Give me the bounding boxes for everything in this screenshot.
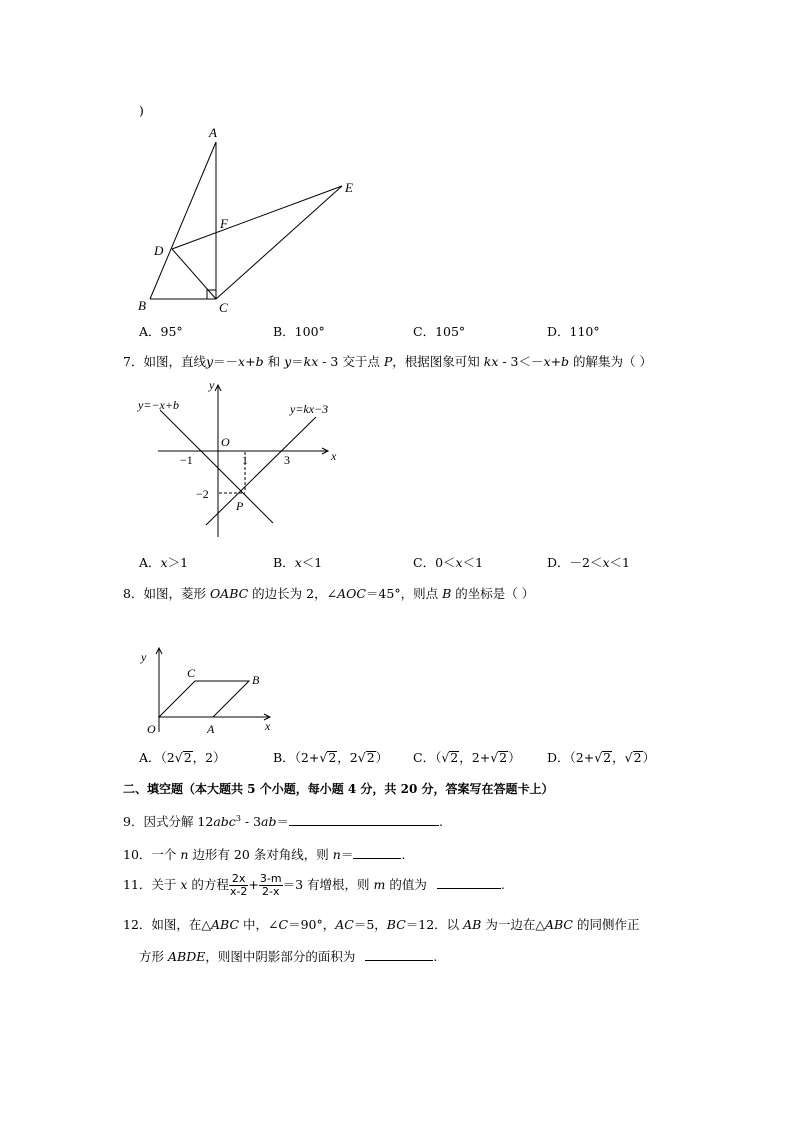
q8-option-b: B．（2+√2，2√2） [273,750,389,765]
q8-option-a: A．（2√2，2） [139,750,226,765]
q7-option-a: A．x＞1 [139,555,189,570]
tick-neg1: −1 [180,453,193,467]
q6-option-a: A．95° [139,324,183,339]
line-y-neg-x-plus-b [160,410,273,523]
tick-1: 1 [242,453,248,467]
q10: 10．一个 n 边形有 20 条对角线，则 n＝ . [123,847,406,862]
figure-q7 [130,375,350,545]
answer-blank[interactable] [437,876,501,889]
fraction-2: $\frac{3-m}{2-x}$ [259,872,282,898]
line-y-kx-minus-3 [206,417,316,525]
figure-q8 [135,640,285,740]
label-O: O [147,722,156,736]
q9: 9．因式分解 12abc$^3$ - 3ab＝ . [123,813,443,829]
label-x: x [331,449,337,463]
q11: 11．关于 x 的方程 $\frac{2x}{x-2}$ + $\frac{3-m}{2-x}$ ＝3 有增根，则 m 的值为 . [123,872,505,898]
rhombus-OABC [159,681,249,717]
q7-option-c: C．0＜x＜1 [413,555,484,570]
label-C: C [219,300,228,315]
label-line2: y=kx−3 [290,402,329,416]
fraction-1: $\frac{2x}{x-2}$ [229,872,248,898]
q6-tail: ) [139,103,144,118]
label-C: C [187,666,196,680]
q12-line2: 方形 ABDE，则图中阴影部分的面积为 . [139,949,438,964]
label-D: D [154,243,164,258]
q8-stem: 8．如图，菱形 OABC 的边长为 2，∠AOC＝45°，则点 B 的坐标是（ ） [123,586,535,601]
label-line1: y=−x+b [138,398,179,412]
section-2-heading: 二、填空题（本大题共 5 个小题，每小题 4 分，共 20 分，答案写在答题卡上） [123,782,554,796]
seg-AB [150,142,216,299]
q7-option-b: B．x＜1 [273,555,323,570]
q8-option-c: C．（√2，2+√2） [413,750,521,765]
label-B: B [138,298,146,313]
figure-q6 [130,122,370,322]
seg-CE [216,186,342,299]
label-y: y [209,378,215,392]
seg-DE [172,186,342,249]
label-x: x [265,719,271,733]
tick-neg2: −2 [196,487,209,501]
q8-option-d: D．（2+√2，√2） [547,750,656,765]
label-O: O [221,435,230,449]
label-B: B [252,673,260,687]
q12-line1: 12．如图，在△ABC 中，∠C＝90°，AC＝5，BC＝12．以 AB 为一边在△ABC 的同侧作正 [123,917,640,932]
q6-option-b: B．100° [273,324,325,339]
q6-option-d: D．110° [547,324,600,339]
answer-blank[interactable] [365,948,433,961]
label-A: A [209,125,217,140]
seg-DC [172,249,216,299]
q6-option-c: C．105° [413,324,466,339]
tick-3: 3 [284,453,290,467]
label-A: A [207,722,215,736]
label-y: y [141,650,147,664]
q7-stem: 7．如图，直线y＝－x+b 和 y＝kx - 3 交于点 P，根据图象可知 kx - 3＜－x+b 的解集为（ ） [123,354,653,369]
answer-blank[interactable] [353,846,401,859]
label-P: P [236,499,244,513]
q7-option-d: D．－2＜x＜1 [547,555,630,570]
answer-blank[interactable] [289,813,439,826]
label-F: F [220,216,228,231]
label-E: E [345,180,353,195]
